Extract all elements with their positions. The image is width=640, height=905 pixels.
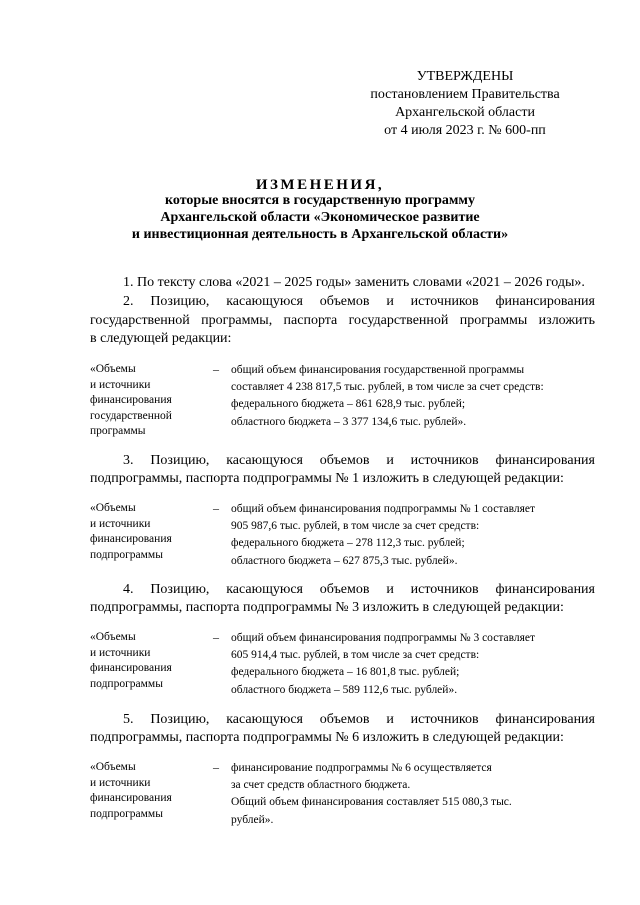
document-heading: ИЗМЕНЕНИЯ, xyxy=(255,177,385,193)
item-1: 1. По тексту слова «2021 – 2025 годы» заменить словами «2021 – 2026 годы». xyxy=(123,275,585,290)
item-2-line: в следующей редакции: xyxy=(90,331,232,346)
block-3-label: «Объемы и источники финансирования подпрограммы xyxy=(90,631,172,690)
item-3-line: 3. Позицию, касающуюся объемов и источников финансирования xyxy=(123,453,595,468)
dash-separator: – xyxy=(213,362,219,376)
block-4-label: «Объемы и источники финансирования подпрограммы xyxy=(90,761,172,820)
approval-date: от 4 июля 2023 г. № 600-пп xyxy=(384,123,546,138)
dash-separator: – xyxy=(213,501,219,515)
block-4-value: финансирование подпрограммы № 6 осуществляется за счет средств областного бюджета. Общий объем финансирования составляет 515 080,3 тыс. рублей». xyxy=(231,762,512,826)
item-4-line: подпрограммы, паспорта подпрограммы № 3 изложить в следующей редакции: xyxy=(90,600,564,615)
item-4-line: 4. Позицию, касающуюся объемов и источников финансирования xyxy=(123,582,595,597)
item-5-line: 5. Позицию, касающуюся объемов и источников финансирования xyxy=(123,712,595,727)
item-2-line: государственной программы, паспорта государственной программы изложить xyxy=(90,313,595,328)
item-5-line: подпрограммы, паспорта подпрограммы № 6 изложить в следующей редакции: xyxy=(90,730,564,745)
document-subtitle-line: Архангельской области «Экономическое развитие xyxy=(160,210,480,225)
approval-line: Архангельской области xyxy=(395,105,535,120)
block-2-value: общий объем финансирования подпрограммы № 1 составляет 905 987,6 тыс. рублей, в том числе за счет средств: федерального бюджета – 278 112,3 тыс. рублей; областного бюджета – 627 875,3 тыс. рублей». xyxy=(231,503,536,567)
document-subtitle-line: которые вносятся в государственную программу xyxy=(165,193,475,208)
approval-title: УТВЕРЖДЕНЫ xyxy=(416,69,514,84)
approval-block xyxy=(350,68,580,140)
document-subtitle-line: и инвестиционная деятельность в Архангельской области» xyxy=(131,227,509,242)
dash-separator: – xyxy=(213,630,219,644)
item-2-line: 2. Позицию, касающуюся объемов и источников финансирования xyxy=(123,294,595,309)
block-2-label: «Объемы и источники финансирования подпрограммы xyxy=(90,502,172,561)
dash-separator: – xyxy=(213,760,219,774)
block-3-value: общий объем финансирования подпрограммы № 3 составляет 605 914,4 тыс. рублей, в том числе за счет средств: федерального бюджета – 16 801,8 тыс. рублей; областного бюджета – 589 112,6 тыс. рублей». xyxy=(231,632,536,696)
approval-line: постановлением Правительства xyxy=(370,87,560,102)
item-3-line: подпрограммы, паспорта подпрограммы № 1 изложить в следующей редакции: xyxy=(90,471,564,486)
block-1-label: «Объемы и источники финансирования государственной программы xyxy=(90,363,172,437)
block-1-value: общий объем финансирования государственной программы составляет 4 238 817,5 тыс. рублей, в том числе за счет средств: федерального бюджета – 861 628,9 тыс. рублей; областного бюджета – 3 377 134,6 тыс. рублей». xyxy=(231,364,544,428)
